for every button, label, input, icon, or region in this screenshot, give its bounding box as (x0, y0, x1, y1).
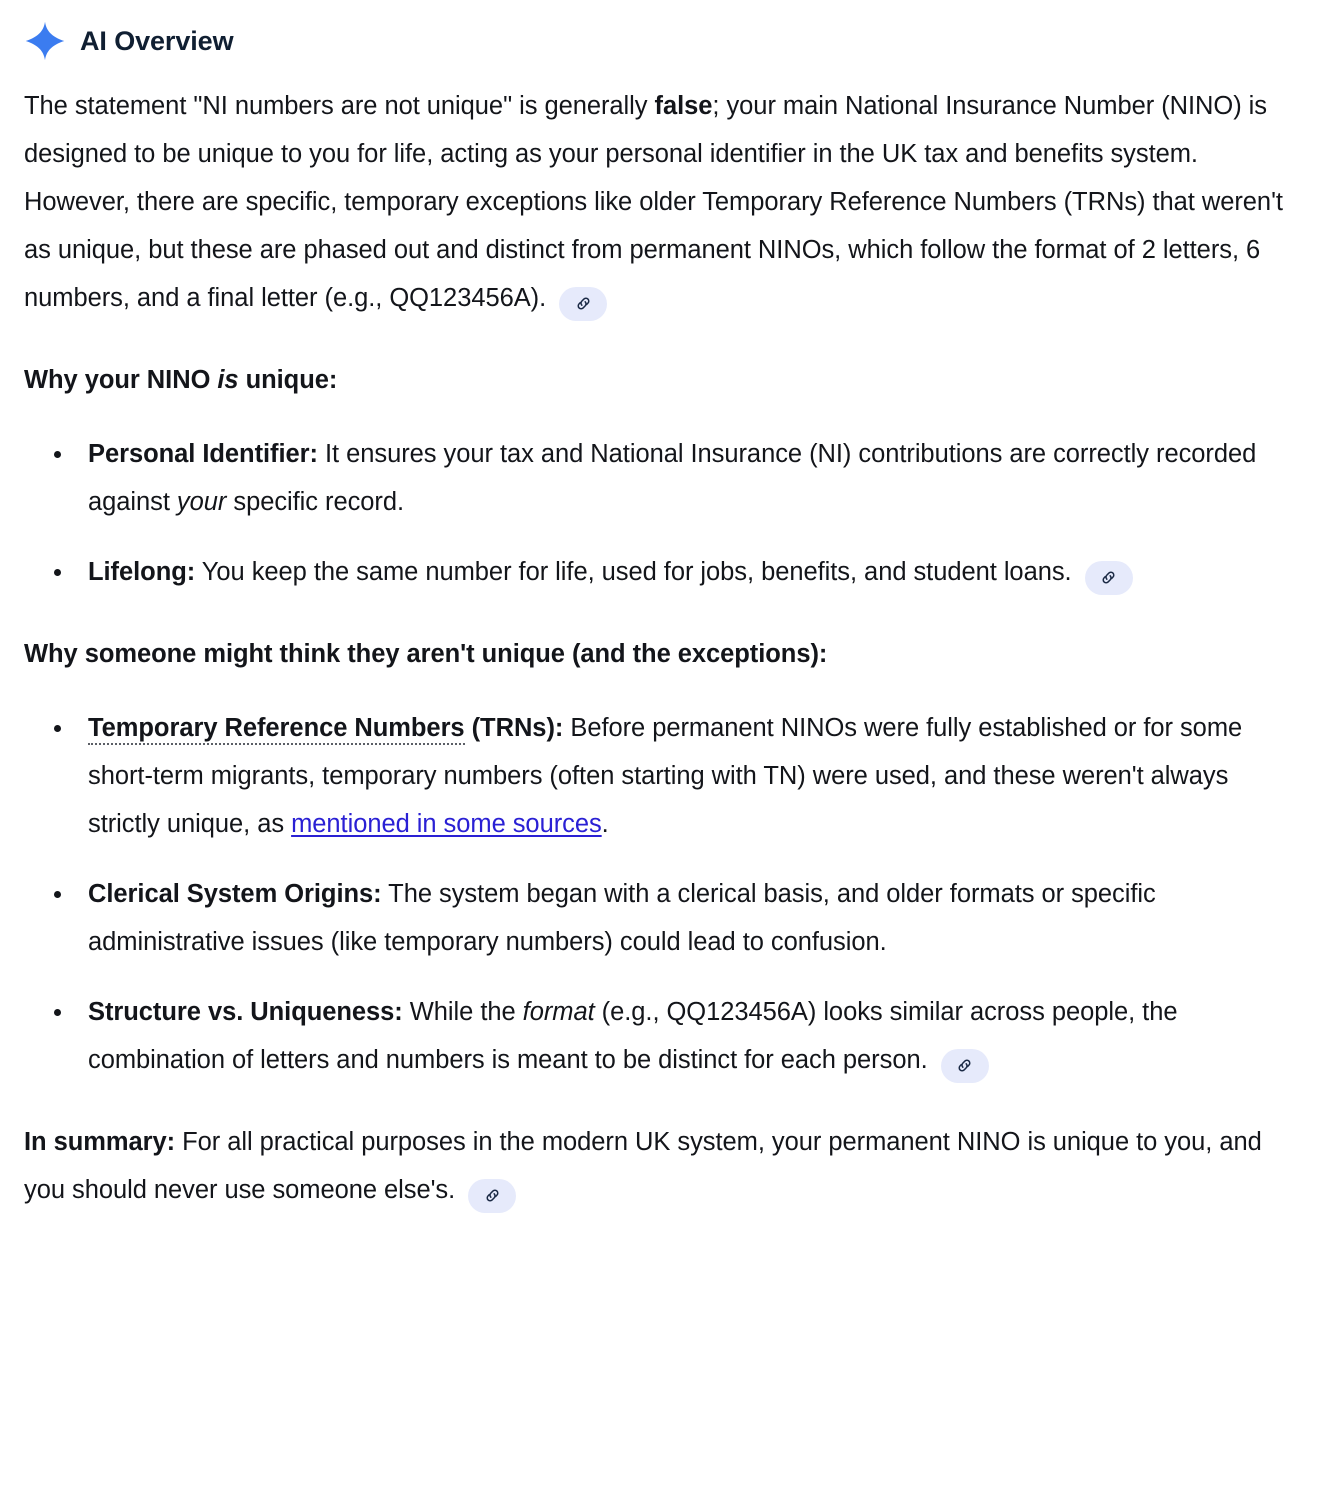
bullet-text-a: The system began with a clerical basis, and older formats or specific administrative issues (like temporary numbers) could lead to confusion. (88, 880, 1156, 956)
bullet-content (88, 714, 1242, 838)
intro-text-part1: The statement "NI numbers are not unique" is generally (24, 92, 655, 120)
bullet-text-a: It ensures your tax and National Insurance (NI) contributions are correctly recorded against (88, 440, 1257, 516)
citation-chip[interactable] (468, 1179, 516, 1213)
bullet-text-a: Before permanent NINOs were fully established or for some short-term migrants, temporary numbers (often starting with TN) were used, and these weren't always strictly unique, as (88, 714, 1243, 838)
bullet-text-a: While the (402, 998, 523, 1026)
link-icon (483, 1186, 502, 1205)
link-icon (574, 294, 593, 313)
sparkle-icon (24, 20, 66, 62)
bullet-marker (54, 1009, 61, 1016)
bullet-italic: your (176, 488, 227, 516)
list-item (24, 548, 1284, 596)
link-icon (955, 1056, 974, 1075)
intro-paragraph (24, 82, 1284, 322)
bullet-marker (54, 451, 61, 458)
inline-source-link[interactable]: mentioned in some sources (291, 810, 602, 838)
citation-chip[interactable] (941, 1049, 989, 1083)
bullet-content (88, 440, 1256, 516)
bullet-term: Structure vs. Uniqueness: (88, 998, 403, 1026)
bullet-text-b: specific record. (226, 488, 405, 516)
intro-text-part2: ; your main National Insurance Number (NINO) is designed to be unique to you for life, acting as your personal identifier in the UK tax and benefits system. However, there are specific, temporary exceptions like older Temporary Reference Numbers (TRNs) that weren't as unique, but these are phased out and distinct from permanent NINOs, which follow the format of 2 letters, 6 numbers, and a final letter (e.g., QQ123456A). (24, 92, 1283, 312)
bullet-content (88, 558, 1135, 586)
list-exceptions (24, 704, 1284, 1084)
bullet-content (88, 998, 1177, 1074)
bullet-content (88, 880, 1156, 956)
intro-bold-false: false (654, 92, 713, 120)
bullet-term: Lifelong: (88, 558, 196, 586)
list-why-unique (24, 430, 1284, 596)
summary-text: For all practical purposes in the modern UK system, your permanent NINO is unique to you, and you should never use someone else's. (24, 1128, 1262, 1204)
bullet-marker (54, 725, 61, 732)
bullet-text-b: . (601, 810, 609, 838)
bullet-text-a: You keep the same number for life, used for jobs, benefits, and student loans. (195, 558, 1079, 586)
citation-chip[interactable] (559, 287, 607, 321)
heading-emphasis: is (217, 366, 239, 394)
heading-why-unique (24, 356, 1284, 404)
ai-overview-header (24, 14, 1284, 68)
ai-overview-title: AI Overview (80, 25, 234, 56)
bullet-term: Personal Identifier: (88, 440, 318, 468)
bullet-term: Clerical System Origins: (88, 880, 382, 908)
citation-chip[interactable] (1085, 561, 1133, 595)
bullet-marker (54, 891, 61, 898)
bullet-text-b: (e.g., QQ123456A) looks similar across people, the combination of letters and numbers is meant to be distinct for each person. (88, 998, 1178, 1074)
list-item (24, 704, 1284, 848)
heading-part1: Why your NINO (24, 366, 218, 394)
list-item (24, 870, 1284, 966)
summary-label: In summary: (24, 1128, 176, 1156)
link-icon (1099, 568, 1118, 587)
heading-why-not-unique: Why someone might think they aren't unique (and the exceptions): (24, 640, 828, 668)
bullet-term-rest: (TRNs): (464, 714, 564, 742)
bullet-marker (54, 569, 61, 576)
summary-paragraph (24, 1118, 1284, 1214)
tooltip-term-trn[interactable]: Temporary Reference Numbers (88, 714, 465, 745)
heading-part2: unique: (238, 366, 338, 394)
list-item (24, 988, 1284, 1084)
bullet-italic: format (522, 998, 595, 1026)
list-item (24, 430, 1284, 526)
